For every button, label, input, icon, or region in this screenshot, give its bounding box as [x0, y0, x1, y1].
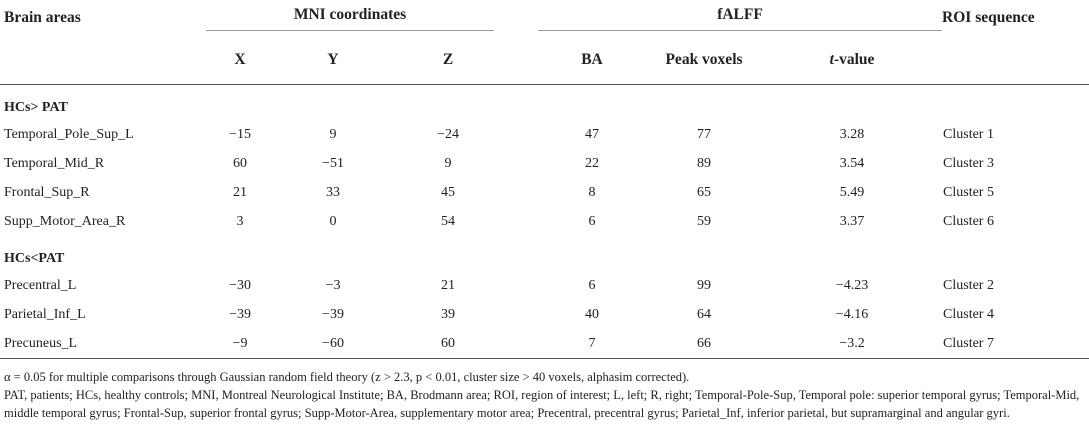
cell-x: 60: [233, 155, 247, 171]
cell-z: 9: [444, 155, 452, 171]
cell-y: −60: [282, 329, 384, 359]
header-row-1: [0, 0, 1089, 36]
table-row: [0, 329, 1089, 359]
cell-z: 45: [441, 184, 455, 200]
table-row: [0, 271, 1089, 300]
cell-area: Temporal_Mid_R: [4, 155, 105, 171]
cell-z: −24: [437, 126, 459, 142]
cell-x: 21: [233, 184, 247, 200]
cell-roi: Cluster 6: [943, 213, 994, 229]
header-roi-sequence: ROI sequence: [942, 9, 1035, 26]
cell-area: Temporal_Pole_Sup_L: [4, 126, 134, 142]
header-falff-group: [538, 0, 942, 36]
cell-x: −15: [229, 126, 251, 142]
cell-peak: 89: [697, 155, 711, 171]
group-row: [0, 236, 1089, 271]
group-label: HCs<PAT: [4, 251, 65, 266]
footnote-abbreviations: PAT, patients; HCs, healthy controls; MNI, Montreal Neurological Institute; BA, Brodmann area; ROI, region of interest; L, left; R, right; Temporal-Pole-Sup, Temporal pole: superior temporal gyrus; Temporal-Mid, middle temporal gyrus; Frontal-Sup, superior frontal gyrus; Supp-Motor-Area, supplementary motor area; Precentral, precentral gyrus; Parietal_Inf, inferior parietal, but supramarginal and angular gyri.: [4, 388, 1080, 420]
cell-y: −51: [322, 155, 344, 171]
cell-x: −30: [229, 277, 251, 293]
group-row: [0, 85, 1089, 121]
cell-area: Parietal_Inf_L: [4, 306, 86, 322]
cell-peak: 77: [697, 126, 711, 142]
cell-roi: Cluster 5: [943, 184, 994, 200]
cell-roi: Cluster 7: [942, 329, 1089, 359]
header-x: X: [198, 36, 282, 85]
header-gap-2: [512, 36, 538, 85]
cell-gap: [512, 178, 538, 207]
cell-gap: [512, 300, 538, 329]
header-peak-voxels: Peak voxels: [646, 36, 762, 85]
cell-peak: 59: [697, 213, 711, 229]
cell-gap: [512, 120, 538, 149]
cell-roi: Cluster 1: [943, 126, 994, 142]
cell-area: Precentral_L: [4, 277, 77, 293]
cell-area: Supp_Motor_Area_R: [4, 213, 126, 229]
table-footnotes: [4, 368, 1084, 422]
mni-group-underline: [206, 30, 494, 31]
cell-ba: 6: [588, 277, 596, 293]
cell-ba: 22: [585, 155, 599, 171]
cell-gap: [512, 207, 538, 236]
cell-ba: 47: [585, 126, 599, 142]
header-t-italic: t: [829, 51, 834, 68]
table-row: [0, 149, 1089, 178]
header-y: Y: [282, 36, 384, 85]
cell-t: −4.23: [835, 277, 869, 293]
header-t-rest: -value: [833, 51, 875, 68]
header-mni-label: MNI coordinates: [293, 5, 407, 23]
header-brain-areas: Brain areas: [4, 9, 81, 26]
cell-ba: 6: [588, 213, 596, 229]
header-row-2: [0, 36, 1089, 85]
cell-ba: 7: [538, 329, 646, 359]
cell-ba: 8: [588, 184, 596, 200]
group-label: HCs> PAT: [4, 100, 68, 115]
cell-t: −3.2: [762, 329, 942, 359]
cell-gap: [512, 149, 538, 178]
cell-t: 3.28: [839, 126, 865, 142]
cell-y: 9: [329, 126, 337, 142]
cell-roi: Cluster 4: [943, 306, 994, 322]
cell-roi: Cluster 3: [943, 155, 994, 171]
cell-y: −3: [325, 277, 341, 293]
cell-peak: 64: [697, 306, 711, 322]
header-z: Z: [384, 36, 512, 85]
footnote-alpha: α = 0.05 for multiple comparisons through Gaussian random field theory (z > 2.3, p < 0.01, cluster size > 40 voxels, alphasim corrected).: [4, 370, 690, 384]
header-falff-label: fALFF: [717, 5, 763, 23]
cell-peak: 99: [697, 277, 711, 293]
table-row: [0, 300, 1089, 329]
cell-y: −39: [322, 306, 344, 322]
cell-peak: 66: [646, 329, 762, 359]
cell-x: −39: [229, 306, 251, 322]
cell-x: 3: [236, 213, 244, 229]
cell-area: Frontal_Sup_R: [4, 184, 90, 200]
cell-gap: [512, 271, 538, 300]
cell-y: 0: [329, 213, 337, 229]
header-t-value: [762, 36, 942, 85]
table-row: [0, 178, 1089, 207]
cell-peak: 65: [697, 184, 711, 200]
table-row: [0, 207, 1089, 236]
cell-y: 33: [326, 184, 340, 200]
header-mni-group: [198, 0, 512, 36]
cell-z: 54: [441, 213, 455, 229]
table-body: [0, 85, 1089, 359]
cell-gap: [512, 329, 538, 359]
header-ba: BA: [538, 36, 646, 85]
cell-area: Precuneus_L: [0, 329, 198, 359]
table-row: [0, 120, 1089, 149]
header-blank-2: [942, 36, 1089, 85]
cell-t: 3.37: [839, 213, 865, 229]
falff-group-underline: [538, 30, 942, 31]
cell-ba: 40: [585, 306, 599, 322]
cell-z: 60: [384, 329, 512, 359]
header-blank: [0, 36, 198, 85]
cell-z: 39: [441, 306, 455, 322]
header-gap: [512, 0, 538, 36]
cell-t: 3.54: [839, 155, 865, 171]
cell-roi: Cluster 2: [943, 277, 994, 293]
cell-t: 5.49: [839, 184, 865, 200]
cell-z: 21: [441, 277, 455, 293]
cell-x: −9: [198, 329, 282, 359]
cell-t: −4.16: [835, 306, 869, 322]
